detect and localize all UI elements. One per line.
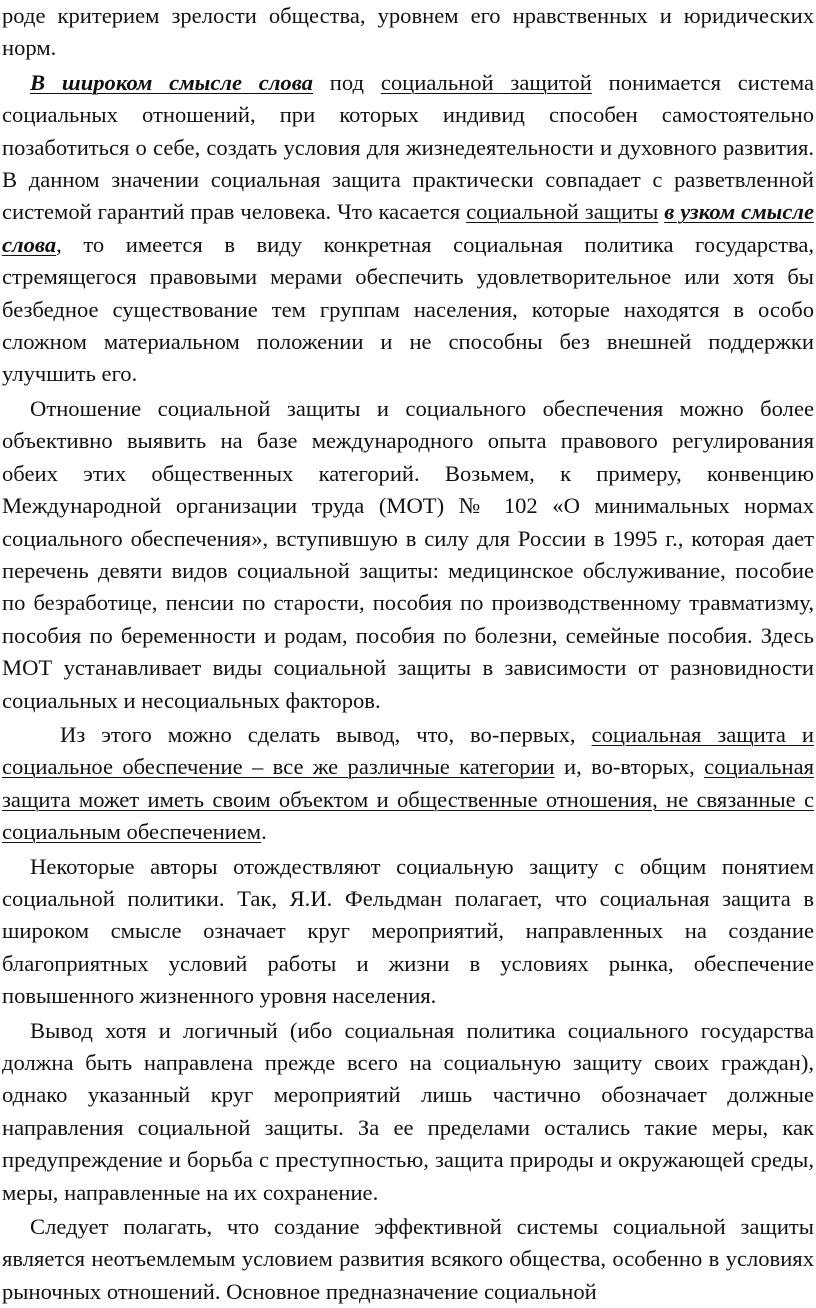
paragraph-text: роде критерием зрелости общества, уровнем его нравственных и юридических норм. xyxy=(2,3,814,61)
text-run: под xyxy=(312,69,381,95)
paragraph-text: Вывод хотя и логичный (ибо социальная политика социального государства должна быть направлена прежде всего на социальную защиту своих граждан), однако указанный круг мероприятий лишь частично обозначает должные направления социальной защиты. За ее пределами остались такие меры, как предупреждение и борьба с преступностью, защита природы и окружающей среды, меры, направленные на их сохранение. xyxy=(2,1017,814,1205)
emphasis-broad-sense: В широком смысле слова xyxy=(30,69,313,95)
text-run: понимается система социальных отношений, при которых индивид способен самостоятельно позаботиться о себе, создать условия для жизнедеятельности и духовного развития. В данном значении социальная защита практически совпадает с разветвленной системой гарантий прав человека. Что касается xyxy=(2,69,814,225)
underlined-conclusion-first: социальная защита и социальное обеспечение – все же различные категории xyxy=(2,721,814,780)
paragraph-continuation xyxy=(2,0,814,65)
paragraph-ilo-convention xyxy=(2,393,814,717)
underlined-conclusion-second: социальная защита может иметь своим объектом и общественные отношения, не связанные с социальным обеспечением xyxy=(2,754,814,845)
paragraph-broad-narrow-definition xyxy=(2,67,814,391)
text-run: . xyxy=(261,819,267,845)
emphasis-narrow-sense: в узком смысле слова xyxy=(2,199,814,257)
paragraph-effective-system xyxy=(2,1211,814,1308)
underlined-term-social-protection: социальной защитой xyxy=(380,69,592,95)
paragraph-feldman xyxy=(2,851,814,1013)
paragraph-logical-conclusion xyxy=(2,1015,814,1209)
paragraph-text: Некоторые авторы отождествляют социальную защиту с общим понятием социальной политики. Так, Я.И. Фельдман полагает, что социальная защита в широком смысле означает круг мероприятий, направленных на создание благоприятных условий работы и жизни в условиях рынка, обеспечение повышенного жизненного уровня населения. xyxy=(2,853,814,1009)
paragraph-text: Отношение социальной защиты и социального обеспечения можно более объективно выявить на базе международного опыта правового регулирования обеих этих общественных категорий. Возьмем, к примеру, конвенцию Международной организации труда (МОТ) № 102 «О минимальных нормах социального обеспечения», вступившую в силу для России в 1995 г., которая дает перечень девяти видов социальной защиты: медицинское обслуживание, пособие по безработице, пенсии по старости, пособия по производственному травматизму, пособия по беременности и родам, пособия по болезни, семейные пособия. Здесь МОТ устанавливает виды социальной защиты в зависимости от разновидности социальных и несоциальных факторов. xyxy=(2,395,814,713)
underlined-term-social-protection-2: социальной защиты xyxy=(466,199,659,225)
text-run: Из этого можно сделать вывод, что, во-первых, xyxy=(60,721,592,747)
text-run: и, во-вторых, xyxy=(554,754,705,780)
paragraph-text: Следует полагать, что создание эффективной системы социальной защиты является неотъемлемым условием развития всякого общества, особенно в условиях рыночных отношений. Основное предназначение социальной xyxy=(2,1214,814,1304)
text-run: , то имеется в виду конкретная социальная политика государства, стремящегося правовыми мерами обеспечить удовлетворительное или хотя бы безбедное существование тем группам населения, которые находятся в особо сложном материальном положении и не способны без внешней поддержки улучшить его. xyxy=(2,231,814,387)
paragraph-conclusion xyxy=(2,719,814,849)
